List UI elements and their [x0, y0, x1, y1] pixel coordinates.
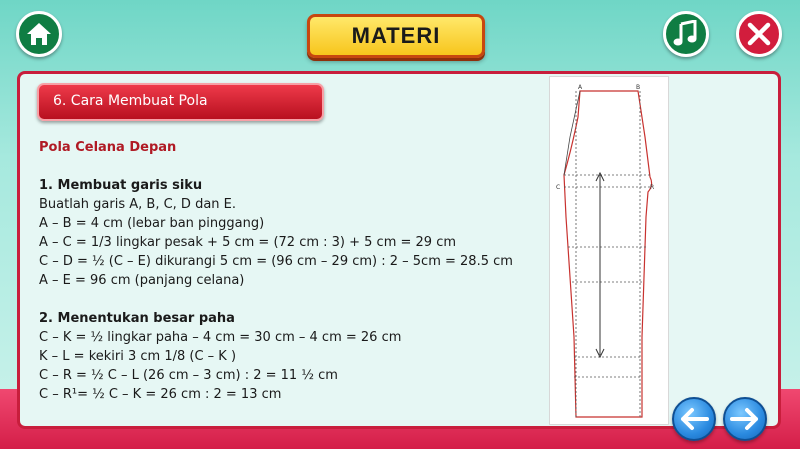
- section-title-badge: [37, 83, 324, 121]
- step-heading: 2. Menentukan besar paha: [39, 311, 235, 326]
- next-button[interactable]: [723, 397, 767, 441]
- prev-button[interactable]: [672, 397, 716, 441]
- svg-text:R: R: [650, 184, 655, 191]
- page-title: MATERI: [351, 23, 441, 48]
- svg-text:A: A: [578, 84, 583, 91]
- section-title: 6. Cara Membuat Pola: [53, 93, 208, 109]
- close-button[interactable]: [736, 11, 782, 57]
- home-button[interactable]: [16, 11, 62, 57]
- step-line: Buatlah garis A, B, C, D dan E.: [39, 197, 237, 212]
- step-line: C – D = ½ (C – E) dikurangi 5 cm = (96 cm – 29 cm) : 2 – 5cm = 28.5 cm: [39, 254, 513, 269]
- step-line: K – L = kekiri 3 cm 1/8 (C – K ): [39, 349, 237, 364]
- material-subtitle: Pola Celana Depan: [39, 140, 177, 155]
- arrow-left-icon: [679, 407, 709, 431]
- title-button: [307, 14, 485, 58]
- svg-text:C: C: [556, 184, 561, 191]
- step-heading: 1. Membuat garis siku: [39, 178, 203, 193]
- arrow-right-icon: [730, 407, 760, 431]
- step-line: C – K = ½ lingkar paha – 4 cm = 30 cm – 4 cm = 26 cm: [39, 330, 402, 345]
- material-text: [39, 138, 544, 404]
- step-line: A – E = 96 cm (panjang celana): [39, 273, 245, 288]
- home-icon: [25, 21, 53, 47]
- step-line: C – R¹= ½ C – K = 26 cm : 2 = 13 cm: [39, 387, 282, 402]
- svg-text:B: B: [636, 84, 641, 91]
- step-line: C – R = ½ C – L (26 cm – 3 cm) : 2 = 11 ½ cm: [39, 368, 338, 383]
- close-icon: [747, 22, 771, 46]
- step-line: A – B = 4 cm (lebar ban pinggang): [39, 216, 265, 231]
- trouser-pattern-illustration: [549, 76, 669, 425]
- music-note-icon: [673, 20, 699, 48]
- step-line: A – C = 1/3 lingkar pesak + 5 cm = (72 cm : 3) + 5 cm = 29 cm: [39, 235, 457, 250]
- music-button[interactable]: [663, 11, 709, 57]
- trouser-pattern-drawing: [550, 77, 668, 424]
